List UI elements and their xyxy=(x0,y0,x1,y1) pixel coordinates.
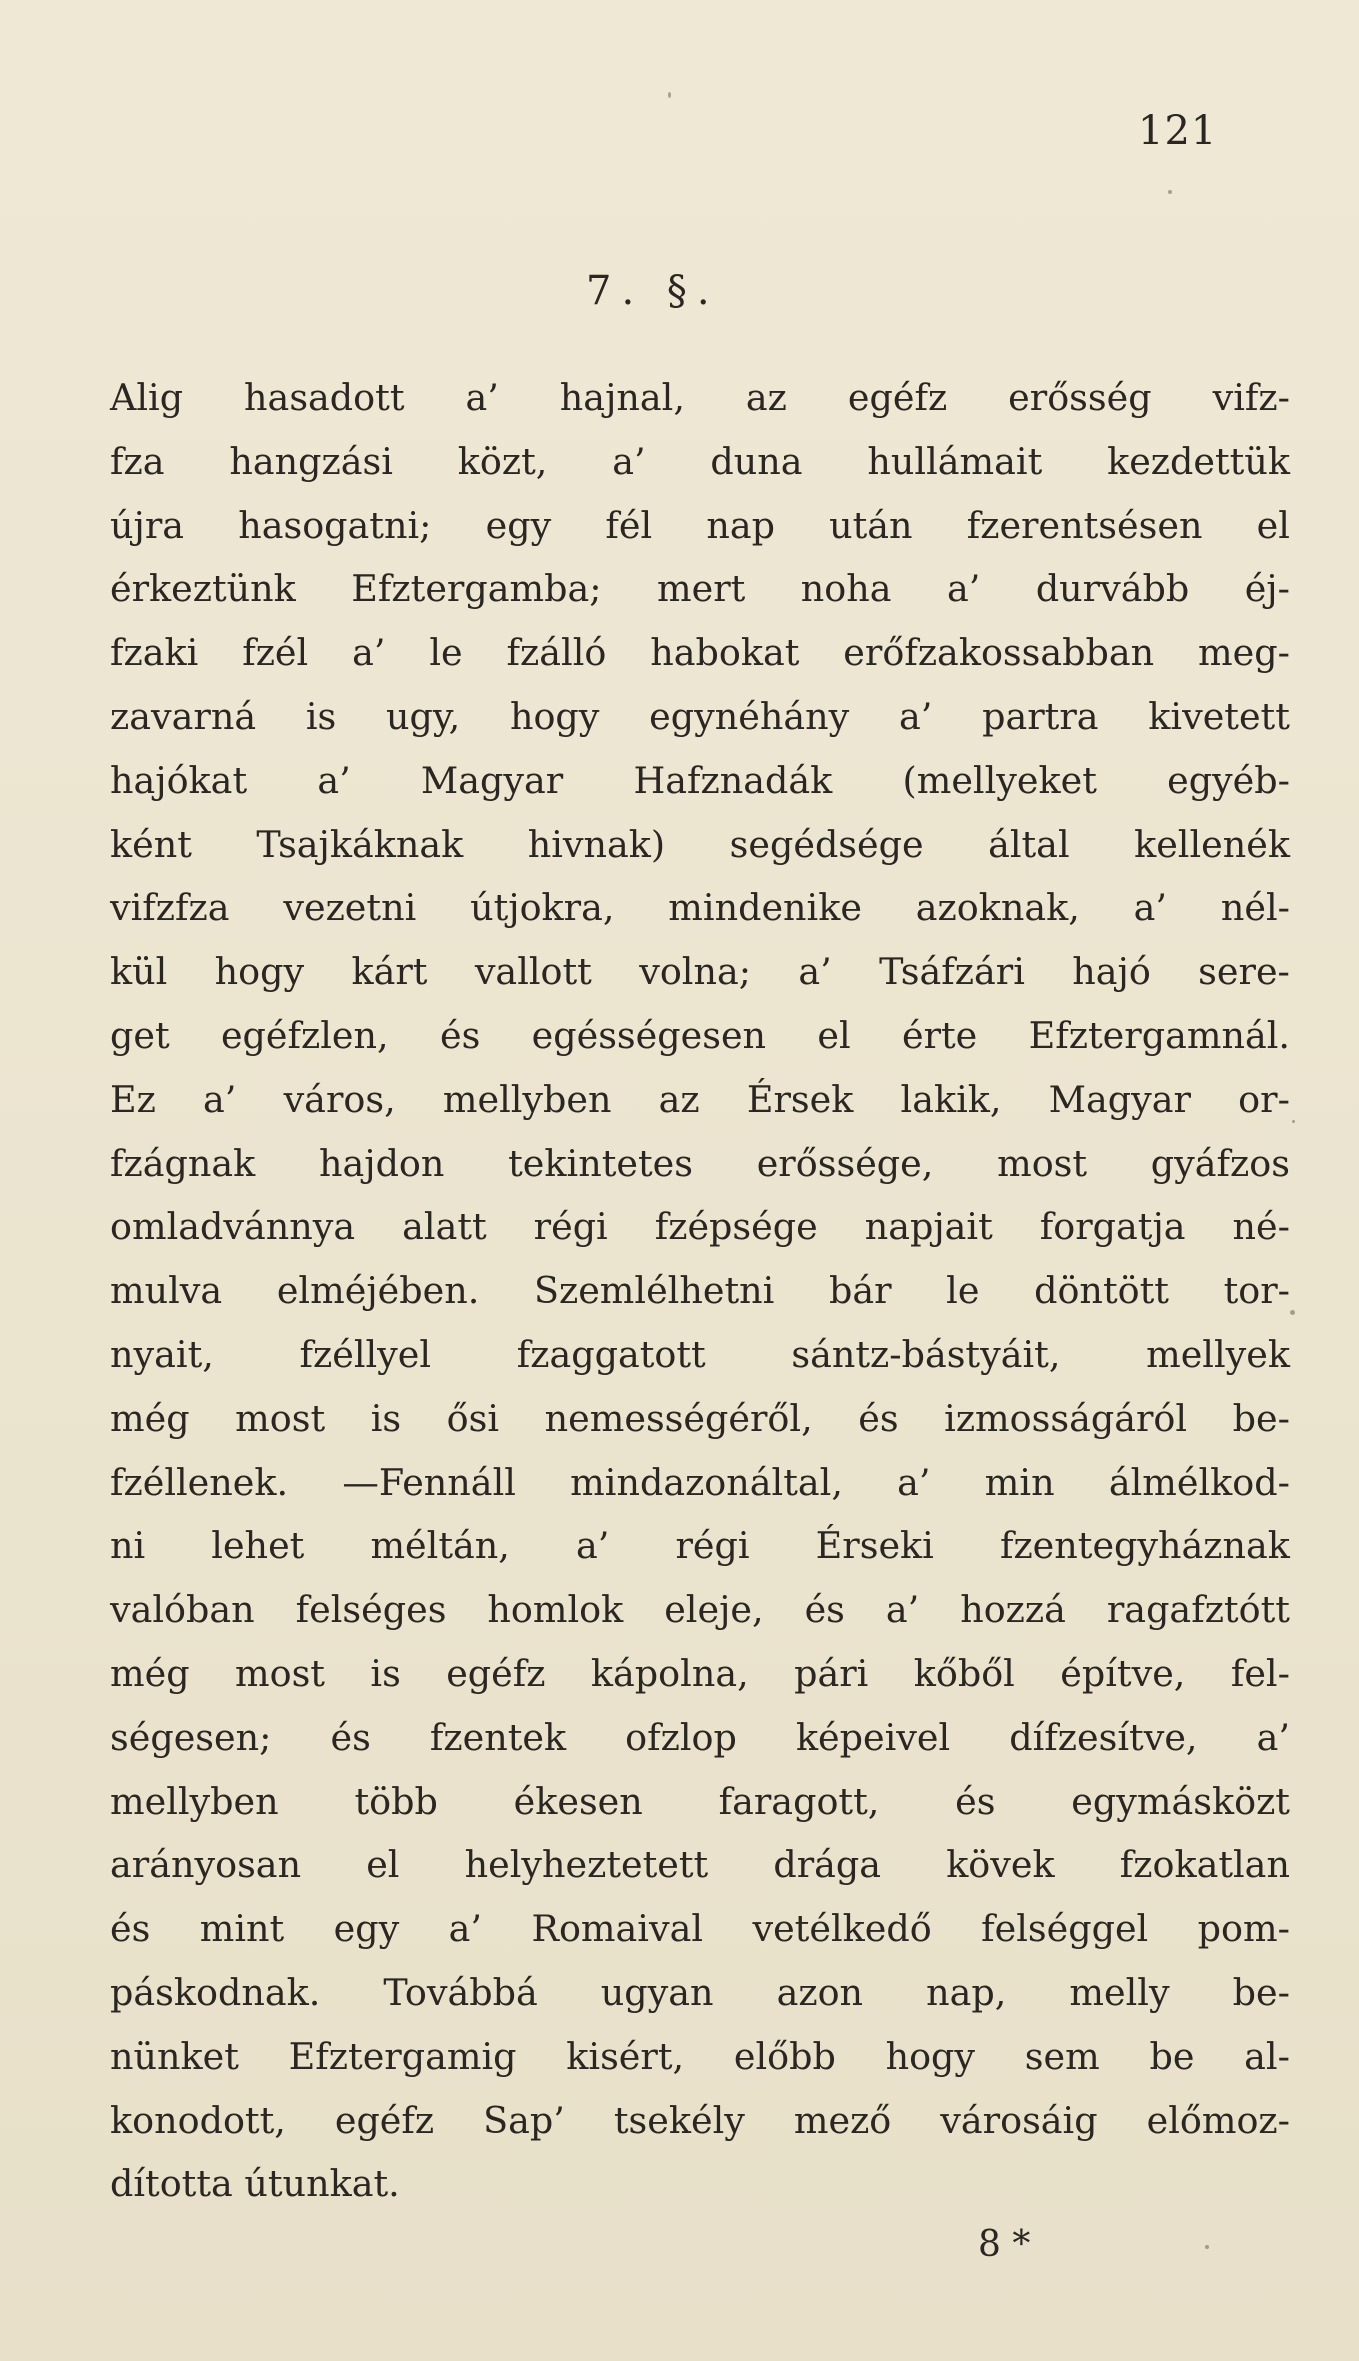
word: nemességéről, xyxy=(544,1396,813,1440)
word: a’ xyxy=(448,1907,483,1951)
word: régi xyxy=(533,1205,608,1249)
word: tor- xyxy=(1223,1269,1290,1313)
word: egyéb- xyxy=(1167,758,1290,802)
word: mint xyxy=(199,1907,285,1951)
section-heading: 7. §. xyxy=(586,268,720,314)
word: építve, xyxy=(1060,1651,1186,1695)
word: el xyxy=(817,1013,851,1057)
word: mellyek xyxy=(1146,1332,1290,1376)
word: mellyben xyxy=(442,1077,612,1121)
word: or- xyxy=(1238,1077,1290,1121)
word: fzerentsésen xyxy=(966,503,1203,547)
word: el xyxy=(366,1843,400,1887)
word: meg- xyxy=(1198,631,1290,675)
text-line xyxy=(110,621,1290,685)
word: egéfz xyxy=(446,1651,546,1695)
word: —Fennáll xyxy=(342,1460,516,1504)
word: is xyxy=(305,694,337,738)
word: hogy xyxy=(214,950,305,994)
word: a’ xyxy=(1256,1715,1290,1759)
word: fel- xyxy=(1230,1651,1290,1695)
word: a’ xyxy=(946,567,981,611)
word: útjokra, xyxy=(470,886,615,930)
word: most xyxy=(997,1141,1088,1185)
text-line xyxy=(110,940,1290,1004)
word: izmosságáról xyxy=(944,1396,1188,1440)
word: Alig xyxy=(110,376,184,419)
word: kápolna, xyxy=(590,1651,749,1695)
word: hajó xyxy=(1072,950,1151,994)
word: hogy xyxy=(885,2034,976,2078)
word: felséges xyxy=(295,1588,447,1632)
word: get xyxy=(110,1013,170,1057)
word: hangzási xyxy=(229,439,393,483)
word: az xyxy=(745,376,787,419)
word: egéfz xyxy=(334,2098,435,2142)
text-line: dította útunkat. xyxy=(110,2162,400,2206)
word: páskodnak. xyxy=(110,1970,321,2014)
word: a’ xyxy=(612,439,646,483)
word: durvább xyxy=(1035,567,1190,611)
word: al- xyxy=(1244,2034,1290,2078)
paper-speck xyxy=(1290,1310,1295,1315)
word: Érseki xyxy=(815,1524,934,1568)
word: arányosan xyxy=(110,1843,302,1887)
word: egymásközt xyxy=(1071,1779,1290,1823)
word: fzaggatott xyxy=(516,1332,706,1376)
word: (mellyeket xyxy=(902,758,1097,802)
word: régi xyxy=(675,1524,750,1568)
word: Sap’ xyxy=(483,2098,565,2142)
word: ni xyxy=(110,1524,146,1568)
word: le xyxy=(429,631,463,675)
word: a’ xyxy=(1133,886,1168,930)
text-line xyxy=(110,1706,1290,1770)
text-line xyxy=(110,1195,1290,1259)
word: ugyan xyxy=(600,1970,714,2014)
word: azon xyxy=(776,1970,864,2014)
word: helyheztetett xyxy=(464,1843,709,1887)
word: és xyxy=(955,1779,996,1823)
word: is xyxy=(370,1651,401,1695)
word: fzálló xyxy=(506,631,607,675)
word: forgatja xyxy=(1039,1205,1186,1249)
word: nél- xyxy=(1220,886,1290,930)
word: kellenék xyxy=(1134,822,1290,866)
word: fzél xyxy=(242,631,309,675)
text-line xyxy=(110,1514,1290,1578)
word: a’ xyxy=(798,950,832,994)
text-line xyxy=(110,1897,1290,1961)
text-line xyxy=(110,1387,1290,1451)
text-line xyxy=(110,1068,1290,1132)
word: lehet xyxy=(211,1524,305,1568)
text-line xyxy=(110,2025,1290,2089)
word: mulva xyxy=(110,1269,223,1313)
word: egy xyxy=(485,503,552,547)
word: kezdettük xyxy=(1107,439,1290,483)
word: nünket xyxy=(110,2034,239,2078)
word: kövek xyxy=(946,1843,1055,1887)
word: elméjében. xyxy=(276,1269,480,1313)
text-line xyxy=(110,1451,1290,1515)
word: ségesen; xyxy=(110,1715,272,1759)
word: nyait, xyxy=(110,1332,214,1376)
word: duna xyxy=(710,439,803,483)
word: érte xyxy=(901,1013,978,1057)
word: által xyxy=(988,822,1070,866)
word: be- xyxy=(1232,1396,1290,1440)
word: Efztergamba; xyxy=(351,567,602,611)
word: után xyxy=(829,503,913,547)
word: képeivel xyxy=(795,1715,951,1759)
text-line xyxy=(110,1770,1290,1834)
word: pom- xyxy=(1197,1907,1290,1951)
word: vezetni xyxy=(283,886,417,930)
word: döntött xyxy=(1034,1269,1169,1313)
word: nap xyxy=(706,503,775,547)
word: nap, xyxy=(926,1970,1007,2014)
word: napjait xyxy=(864,1205,993,1249)
word: noha xyxy=(800,567,892,611)
text-line xyxy=(110,876,1290,940)
word: kisért, xyxy=(566,2034,685,2078)
word: és xyxy=(330,1715,371,1759)
word: felséggel xyxy=(981,1907,1149,1951)
text-line xyxy=(110,366,1290,430)
word: ugy, xyxy=(385,694,461,738)
text-line xyxy=(110,557,1290,621)
word: több xyxy=(354,1779,438,1823)
word: volna; xyxy=(639,950,752,994)
word: vallott xyxy=(474,950,592,994)
word: ragafztótt xyxy=(1106,1588,1290,1632)
paper-speck xyxy=(1168,190,1172,194)
text-line xyxy=(110,749,1290,813)
word: kivetett xyxy=(1148,694,1290,738)
word: előbb xyxy=(733,2034,836,2078)
paper-speck xyxy=(1292,1120,1295,1123)
text-line xyxy=(110,494,1290,558)
word: ofzlop xyxy=(625,1715,737,1759)
word: újra xyxy=(110,503,185,547)
word: el xyxy=(1256,503,1290,547)
word: és xyxy=(439,1013,481,1057)
word: egéfzlen, xyxy=(220,1013,389,1057)
word: erőfzakossabban xyxy=(843,631,1155,675)
word: sere- xyxy=(1198,950,1290,994)
word: vetélkedő xyxy=(752,1907,932,1951)
word: hogy xyxy=(509,694,600,738)
word: fzéllyel xyxy=(299,1332,432,1376)
word: a’ xyxy=(317,758,351,802)
word: méltán, xyxy=(370,1524,510,1568)
paper-speck xyxy=(1205,2245,1209,2249)
word: min xyxy=(984,1460,1055,1504)
word: előmoz- xyxy=(1146,2098,1290,2142)
word: be- xyxy=(1232,1970,1290,2014)
word: mert xyxy=(656,567,746,611)
word: Magyar xyxy=(1048,1077,1191,1121)
text-line xyxy=(110,2089,1290,2153)
body-paragraph xyxy=(110,366,1290,2216)
word: vifz- xyxy=(1212,376,1290,419)
word: alatt xyxy=(402,1205,487,1249)
word: sem xyxy=(1024,2034,1100,2078)
word: pári xyxy=(794,1651,869,1695)
word: is xyxy=(370,1396,402,1440)
word: Ez xyxy=(110,1077,156,1121)
word: és xyxy=(804,1588,845,1632)
word: hajnal, xyxy=(559,376,685,419)
word: dífzesítve, xyxy=(1009,1715,1198,1759)
word: vifzfza xyxy=(110,886,230,930)
word: hajdon xyxy=(318,1141,445,1185)
word: hullámait xyxy=(867,439,1043,483)
word: az xyxy=(658,1077,700,1121)
word: Továbbá xyxy=(383,1970,538,2014)
word: Érsek xyxy=(746,1077,854,1121)
word: lakik, xyxy=(900,1077,1002,1121)
word: omladvánnya xyxy=(110,1205,356,1249)
word: Magyar xyxy=(420,758,564,802)
text-line xyxy=(110,1132,1290,1196)
word: most xyxy=(234,1651,325,1695)
word: Tsajkáknak xyxy=(256,822,464,866)
word: hasadott xyxy=(244,376,405,419)
signature-mark: 8 * xyxy=(978,2224,1031,2266)
word: melly xyxy=(1069,1970,1170,2014)
word: fzágnak xyxy=(110,1141,256,1185)
word: faragott, xyxy=(718,1779,880,1823)
word: és xyxy=(110,1907,151,1951)
word: és xyxy=(858,1396,899,1440)
text-line xyxy=(110,1642,1290,1706)
word: a’ xyxy=(897,1460,931,1504)
word: város, xyxy=(283,1077,396,1121)
word: zavarná xyxy=(110,694,257,738)
word: ként xyxy=(110,822,192,866)
word: le xyxy=(946,1269,980,1313)
word: fzéllenek. xyxy=(110,1460,289,1504)
word: drága xyxy=(773,1843,882,1887)
word: fzentegyháznak xyxy=(999,1524,1290,1568)
page-number: 121 xyxy=(1138,108,1218,154)
word: né- xyxy=(1232,1205,1290,1249)
word: ékesen xyxy=(513,1779,643,1823)
word: mindenike xyxy=(668,886,862,930)
word: most xyxy=(235,1396,326,1440)
word: Efztergamnál. xyxy=(1028,1013,1290,1057)
text-line xyxy=(110,1259,1290,1323)
word: még xyxy=(110,1396,190,1440)
word: segédsége xyxy=(729,822,924,866)
word: habokat xyxy=(650,631,800,675)
word: hasogatni; xyxy=(238,503,432,547)
text-line xyxy=(110,430,1290,494)
word: egésségesen xyxy=(531,1013,767,1057)
word: hivnak) xyxy=(527,822,666,866)
word: mellyben xyxy=(110,1779,279,1823)
text-line xyxy=(110,1323,1290,1387)
word: tekintetes xyxy=(508,1141,693,1185)
word: a’ xyxy=(352,631,386,675)
text-line xyxy=(110,685,1290,749)
word: tsekély xyxy=(613,2098,745,2142)
word: Romaival xyxy=(531,1907,704,1951)
word: egy xyxy=(333,1907,400,1951)
word: egynéhány xyxy=(649,694,850,738)
text-line xyxy=(110,1004,1290,1068)
text-line xyxy=(110,1578,1290,1642)
paper-speck xyxy=(668,92,671,98)
word: egéfz xyxy=(847,376,948,419)
word: kül xyxy=(110,950,168,994)
word: homlok xyxy=(487,1588,624,1632)
word: fzaki xyxy=(110,631,199,675)
word: mindazonáltal, xyxy=(570,1460,843,1504)
word: a’ xyxy=(465,376,499,419)
word: a’ xyxy=(898,694,933,738)
word: fzokatlan xyxy=(1119,1843,1290,1887)
word: városáig xyxy=(940,2098,1098,2142)
word: be xyxy=(1149,2034,1195,2078)
word: hajókat xyxy=(110,758,248,802)
word: a’ xyxy=(203,1077,237,1121)
word: hozzá xyxy=(960,1588,1066,1632)
text-line xyxy=(110,1833,1290,1897)
word: azoknak, xyxy=(915,886,1080,930)
word: kőből xyxy=(913,1651,1015,1695)
word: Szemlélhetni xyxy=(533,1269,775,1313)
word: bár xyxy=(828,1269,892,1313)
word: valóban xyxy=(110,1588,255,1632)
word: éj- xyxy=(1244,567,1290,611)
word: sántz-bástyáit, xyxy=(791,1332,1061,1376)
word: álmélkod- xyxy=(1108,1460,1290,1504)
word: Hafznadák xyxy=(633,758,833,802)
word: Tsáfzári xyxy=(879,950,1025,994)
text-line xyxy=(110,813,1290,877)
word: érkeztünk xyxy=(110,567,296,611)
word: gyáfzos xyxy=(1150,1141,1290,1185)
word: fza xyxy=(110,439,165,483)
word: eleje, xyxy=(664,1588,764,1632)
word: erősség xyxy=(1008,376,1152,419)
word: kárt xyxy=(351,950,428,994)
word: közt, xyxy=(457,439,548,483)
word: partra xyxy=(982,694,1099,738)
word: Efztergamig xyxy=(288,2034,517,2078)
word: ősi xyxy=(446,1396,500,1440)
word: erőssége, xyxy=(756,1141,934,1185)
word: fzépsége xyxy=(654,1205,818,1249)
word: konodott, xyxy=(110,2098,286,2142)
word: mező xyxy=(793,2098,892,2142)
word: a’ xyxy=(885,1588,920,1632)
word: fél xyxy=(605,503,653,547)
word: fzentek xyxy=(429,1715,567,1759)
text-line xyxy=(110,1961,1290,2025)
word: a’ xyxy=(575,1524,610,1568)
word: még xyxy=(110,1651,190,1695)
